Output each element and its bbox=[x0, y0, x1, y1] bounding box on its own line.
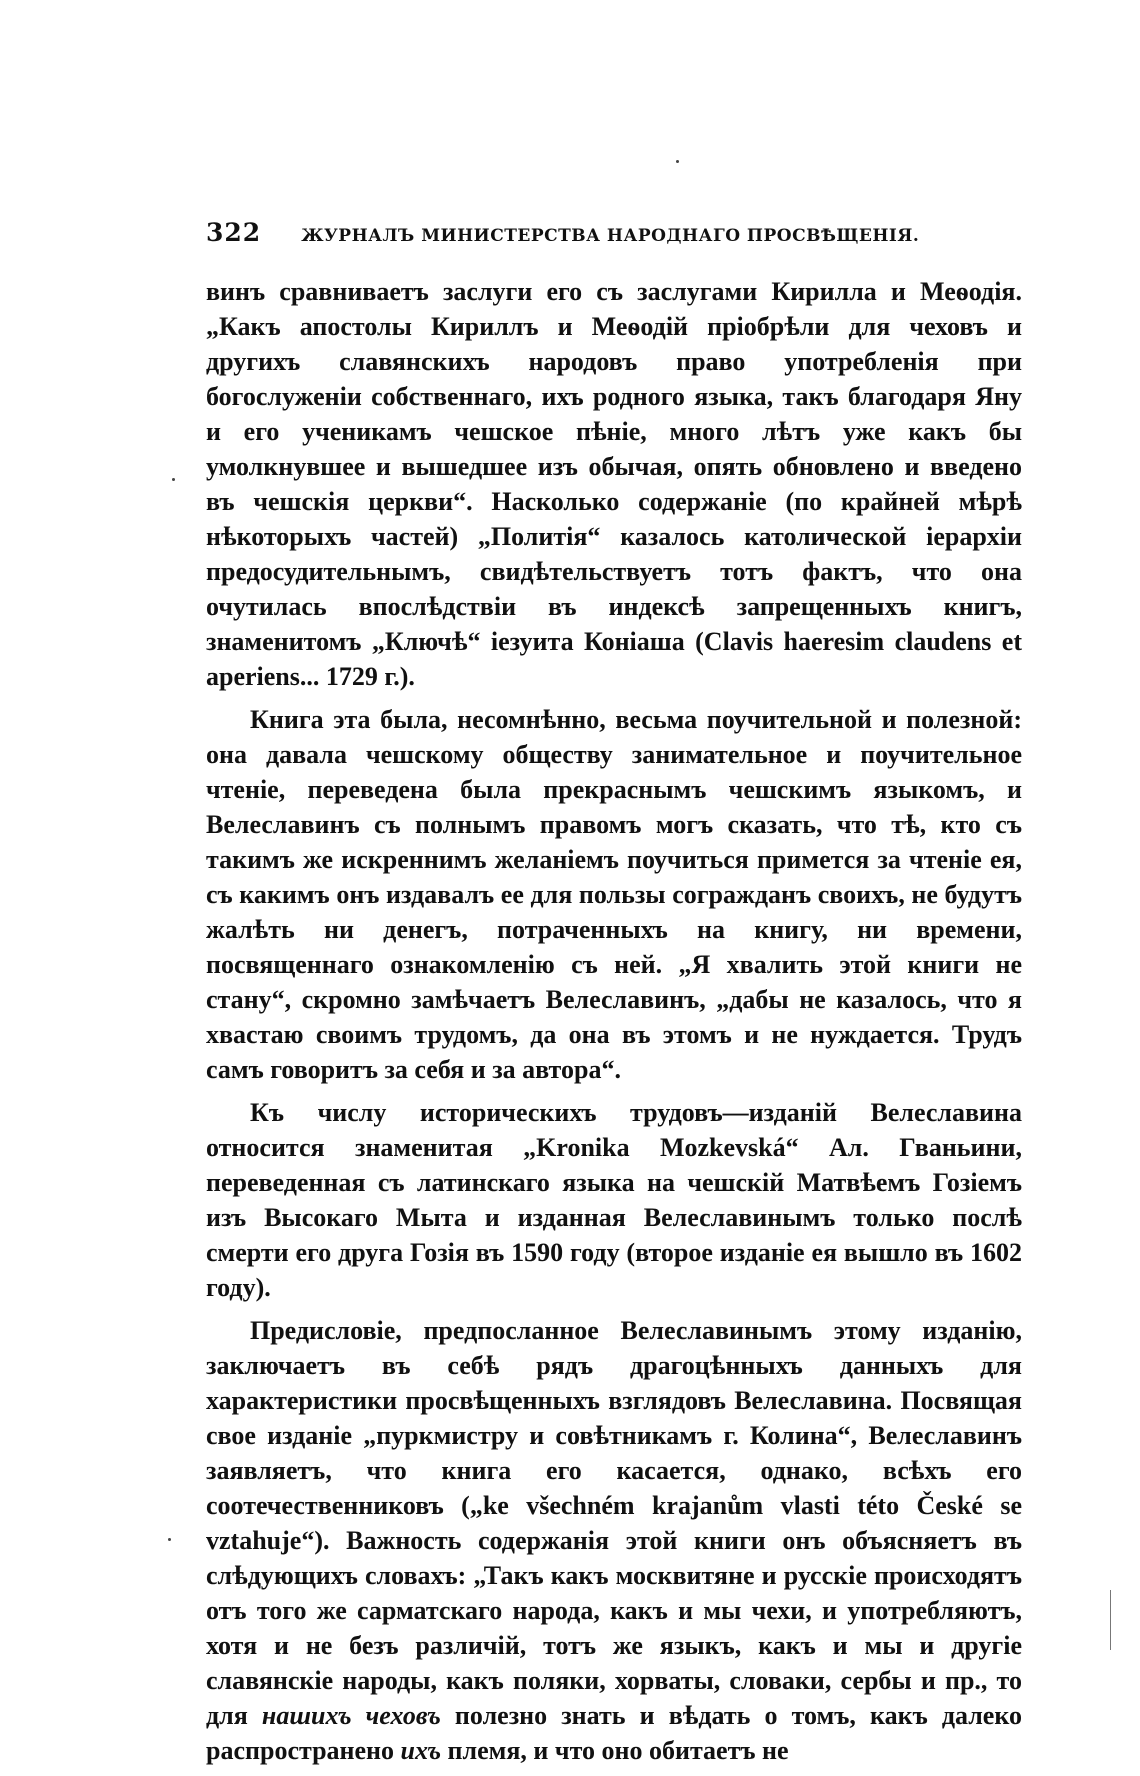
paragraph-4 bbox=[206, 1313, 1022, 1768]
page-number: 322 bbox=[206, 218, 262, 247]
speck-bottom-left bbox=[168, 1538, 171, 1541]
speck-top bbox=[676, 160, 679, 163]
paragraph-4-italic-1: нашихъ чеховъ bbox=[261, 1701, 441, 1730]
body-text bbox=[206, 274, 1022, 1776]
paragraph-4-part-2: полезно знать и вѣдать о томъ, какъ далеко распространено bbox=[206, 1701, 1022, 1765]
paragraph-2: Книга эта была, несомнѣнно, весьма поучительной и полезной: она давала чешскому обществу занимательное и поучительное чтеніе, переведена была прекраснымъ чешскимъ языкомъ, и Велеславинъ съ полнымъ правомъ могъ сказать, что тѣ, кто съ такимъ же искреннимъ желаніемъ поучиться примется за чтеніе ея, съ какимъ онъ издавалъ ее для пользы согражданъ своихъ, не будутъ жалѣть ни денегъ, потраченныхъ на книгу, ни времени, посвященнаго ознакомленію съ ней. „Я хвалить этой книги не стану“, скромно замѣчаетъ Велеславинъ, „дабы не казалось, что я хвастаю своимъ трудомъ, да она въ этомъ и не нуждается. Трудъ самъ говоритъ за себя и за автора“. bbox=[206, 705, 1022, 1084]
scan-edge-mark bbox=[1110, 1590, 1111, 1650]
paragraph-4-italic-2: ихъ bbox=[400, 1736, 442, 1765]
running-title: ЖУРНАЛЪ МИНИСТЕРСТВА НАРОДНАГО ПРОСВѢЩЕНІЯ. bbox=[301, 226, 920, 246]
page-header bbox=[206, 218, 1026, 247]
paragraph-4-part-3: племя, и что оно обитаетъ не bbox=[441, 1736, 789, 1765]
paragraph-3: Къ числу историческихъ трудовъ—изданій Велеславина относится знаменитая „Kronika Mozkevská“ Ал. Гваньини, переведенная съ латинскаго языка на чешскій Матвѣемъ Гозіемъ изъ Высокаго Мыта и изданная Велеславинымъ только послѣ смерти его друга Гозія въ 1590 году (второе изданіе ея вышло въ 1602 году). bbox=[206, 1098, 1022, 1302]
paragraph-1: винъ сравниваетъ заслуги его съ заслугами Кирилла и Меѳодія. „Какъ апостолы Кириллъ и Меѳодій пріобрѣли для чеховъ и другихъ славянскихъ народовъ право употребленія при богослуженіи собственнаго, ихъ родного языка, такъ благодаря Яну и его ученикамъ чешское пѣніе, много лѣтъ уже какъ бы умолкнувшее и вышедшее изъ обычая, опять обновлено и введено въ чешскія церкви“. Насколько содержаніе (по крайней мѣрѣ нѣкоторыхъ частей) „Политія“ казалось католической іерархіи предосудительнымъ, свидѣтельствуетъ тотъ фактъ, что она очутилась впослѣдствіи въ индексѣ запрещенныхъ книгъ, знаменитомъ „Ключѣ“ іезуита Коніаша (Clavis haeresim claudens et aperiens... 1729 г.). bbox=[206, 277, 1022, 691]
speck-left bbox=[172, 478, 175, 481]
paragraph-4-part-1: Предисловіе, предпосланное Велеславинымъ этому изданію, заключаетъ въ себѣ рядъ драгоцѣнныхъ данныхъ для характеристики просвѣщенныхъ взглядовъ Велеславина. Посвящая свое изданіе „пуркмистру и совѣтникамъ г. Колина“, Велеславинъ заявляетъ, что книга его касается, однако, всѣхъ его соотечественниковъ („ke všechném krajanům vlasti této České se vztahuje“). Важность содержанія этой книги онъ объясняетъ въ слѣдующихъ словахъ: „Такъ какъ москвитяне и русскіе происходятъ отъ того же сарматскаго народа, какъ и мы чехи, и употребляютъ, хотя и не безъ различій, тотъ же языкъ, какъ и мы и другіе славянскіе народы, какъ поляки, хорваты, словаки, сербы и пр., то для bbox=[206, 1316, 1022, 1730]
